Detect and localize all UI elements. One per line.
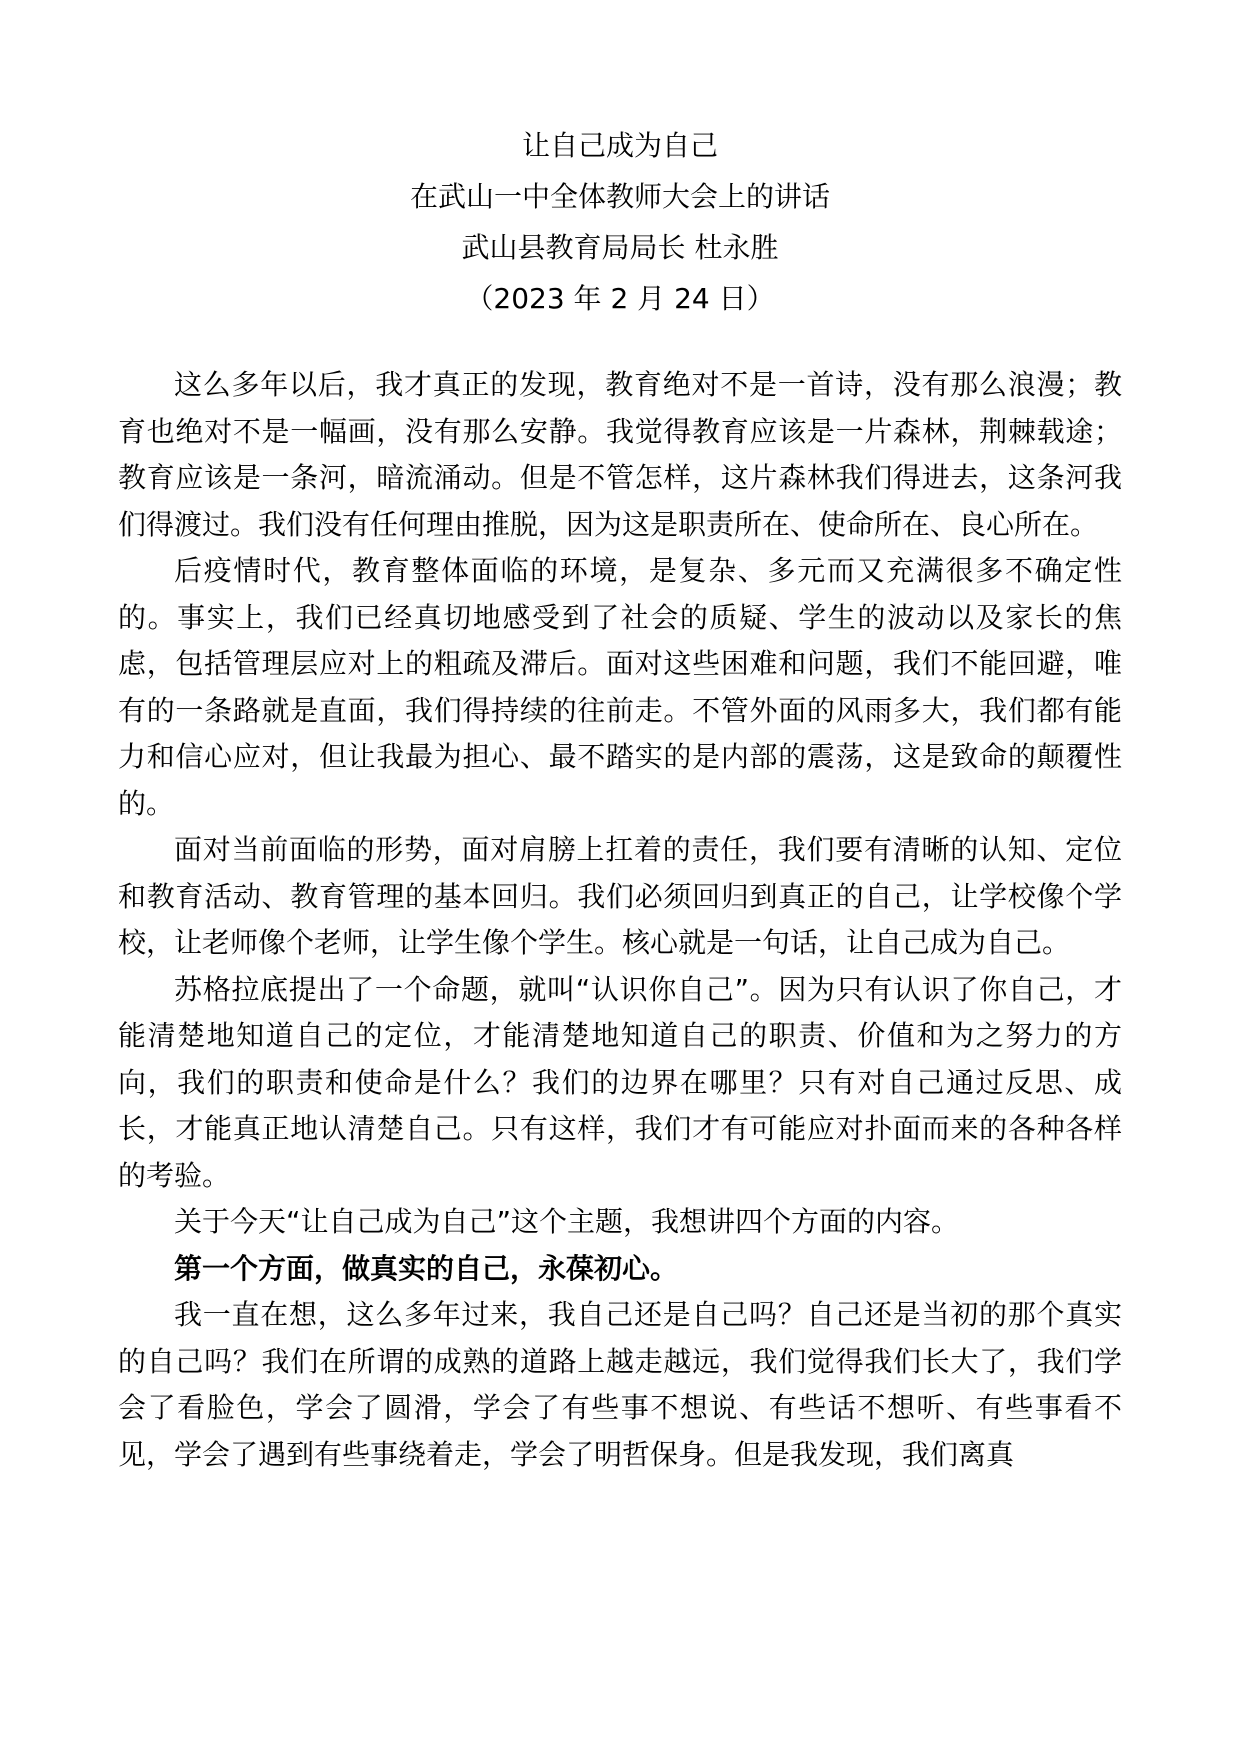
paragraph: 面对当前面临的形势，面对肩膀上扛着的责任，我们要有清晰的认知、定位和教育活动、教育管理的基本回归。我们必须回归到真正的自己，让学校像个学校，让老师像个老师，让学生像个学生。核心就是一句话，让自己成为自己。 [118,833,1122,959]
paragraph: 苏格拉底提出了一个命题，就叫“认识你自己”。因为只有认识了你自己，才能清楚地知道自己的定位，才能清楚地知道自己的职责、价值和为之努力的方向，我们的职责和使命是什么？我们的边界在哪里？只有对自己通过反思、成长，才能真正地认清楚自己。只有这样，我们才有可能应对扑面而来的各种各样的考验。 [118,972,1122,1192]
speech-occasion: 在武山一中全体教师大会上的讲话 [409,180,830,213]
speech-date: （2023 年 2 月 24 日） [465,282,775,315]
paragraph: 关于今天“让自己成为自己”这个主题，我想讲四个方面的内容。 [174,1205,960,1238]
paragraph: 后疫情时代，教育整体面临的环境，是复杂、多元而又充满很多不确定性的。事实上，我们已经真切地感受到了社会的质疑、学生的波动以及家长的焦虑，包括管理层应对上的粗疏及滞后。面对这些困难和问题，我们不能回避，唯有的一条路就是直面，我们得持续的往前走。不管外面的风雨多大，我们都有能力和信心应对，但让我最为担心、最不踏实的是内部的震荡，这是致命的颠覆性的。 [118,554,1122,820]
document-header [0,120,1240,324]
paragraph: 我一直在想，这么多年过来，我自己还是自己吗？自己还是当初的那个真实的自己吗？我们在所谓的成熟的道路上越走越远，我们觉得我们长大了，我们学会了看脸色，学会了圆滑，学会了有些事不想说、有些话不想听、有些事看不见，学会了遇到有些事绕着走，学会了明哲保身。但是我发现，我们离真 [118,1298,1122,1471]
speaker-line: 武山县教育局局长 杜永胜 [461,231,779,264]
section-heading: 第一个方面，做真实的自己，永葆初心。 [174,1251,679,1285]
paragraph: 这么多年以后，我才真正的发现，教育绝对不是一首诗，没有那么浪漫；教育也绝对不是一幅画，没有那么安静。我觉得教育应该是一片森林，荆棘载途；教育应该是一条河，暗流涌动。但是不管怎样，这片森林我们得进去，这条河我们得渡过。我们没有任何理由推脱，因为这是职责所在、使命所在、良心所在。 [118,368,1122,541]
speech-body [118,362,1122,1478]
speech-title: 让自己成为自己 [521,129,718,162]
